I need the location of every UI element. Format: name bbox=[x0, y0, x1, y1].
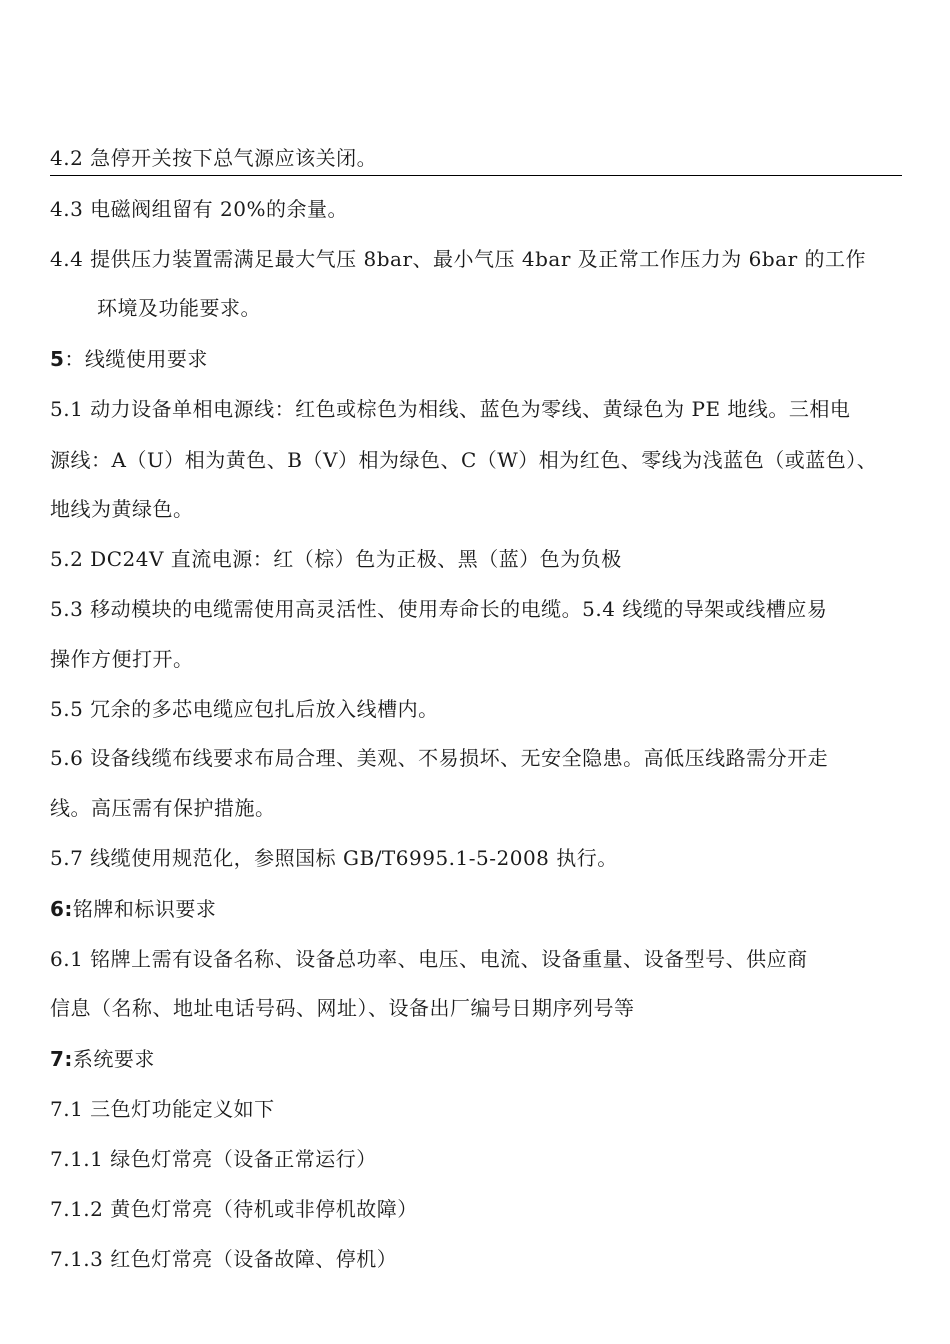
section-5-heading bbox=[50, 347, 208, 371]
section-7-title: 系统要求 bbox=[72, 1047, 155, 1071]
section-7-heading bbox=[50, 1047, 155, 1071]
section-5-title: ：线缆使用要求 bbox=[64, 347, 208, 371]
item-4-4-continued: 环境及功能要求。 bbox=[97, 296, 261, 320]
item-7-1-1: 7.1.1 绿色灯常亮（设备正常运行） bbox=[50, 1147, 377, 1171]
item-5-4-continued: 操作方便打开。 bbox=[50, 647, 194, 671]
section-6-number: 6: bbox=[50, 897, 73, 921]
section-6-title: 铭牌和标识要求 bbox=[72, 897, 217, 921]
section-6-heading bbox=[50, 897, 216, 921]
item-7-1: 7.1 三色灯功能定义如下 bbox=[50, 1097, 275, 1121]
item-6-1-continued: 信息（名称、地址电话号码、网址）、设备出厂编号日期序列号等 bbox=[50, 996, 635, 1020]
item-7-1-3: 7.1.3 红色灯常亮（设备故障、停机） bbox=[50, 1247, 398, 1271]
horizontal-rule bbox=[50, 175, 902, 176]
item-5-1-continued-2: 地线为黄绿色。 bbox=[50, 497, 194, 521]
item-4-3: 4.3 电磁阀组留有 20%的余量。 bbox=[50, 197, 348, 221]
item-6-1: 6.1 铭牌上需有设备名称、设备总功率、电压、电流、设备重量、设备型号、供应商 bbox=[50, 947, 808, 971]
item-5-6-continued: 线。高压需有保护措施。 bbox=[50, 796, 276, 820]
item-5-6: 5.6 设备线缆布线要求布局合理、美观、不易损坏、无安全隐患。高低压线路需分开走 bbox=[50, 746, 829, 770]
item-5-7: 5.7 线缆使用规范化，参照国标 GB/T6995.1-5-2008 执行。 bbox=[50, 846, 618, 870]
item-5-3: 5.3 移动模块的电缆需使用高灵活性、使用寿命长的电缆。5.4 线缆的导架或线槽应易 bbox=[50, 597, 828, 621]
item-5-1-continued: 源线：A（U）相为黄色、B（V）相为绿色、C（W）相为红色、零线为浅蓝色（或蓝色）、 bbox=[50, 448, 878, 472]
section-7-number: 7: bbox=[50, 1047, 73, 1071]
item-4-2: 4.2 急停开关按下总气源应该关闭。 bbox=[50, 146, 378, 170]
section-5-number: 5 bbox=[50, 347, 65, 371]
item-4-4: 4.4 提供压力装置需满足最大气压 8bar、最小气压 4bar 及正常工作压力为 6bar 的工作 bbox=[50, 247, 866, 271]
item-5-1: 5.1 动力设备单相电源线：红色或棕色为相线、蓝色为零线、黄绿色为 PE 地线。三相电 bbox=[50, 397, 851, 421]
item-5-5: 5.5 冗余的多芯电缆应包扎后放入线槽内。 bbox=[50, 697, 439, 721]
item-7-1-2: 7.1.2 黄色灯常亮（待机或非停机故障） bbox=[50, 1197, 418, 1221]
item-5-2: 5.2 DC24V 直流电源：红（棕）色为正极、黑（蓝）色为负极 bbox=[50, 547, 622, 571]
